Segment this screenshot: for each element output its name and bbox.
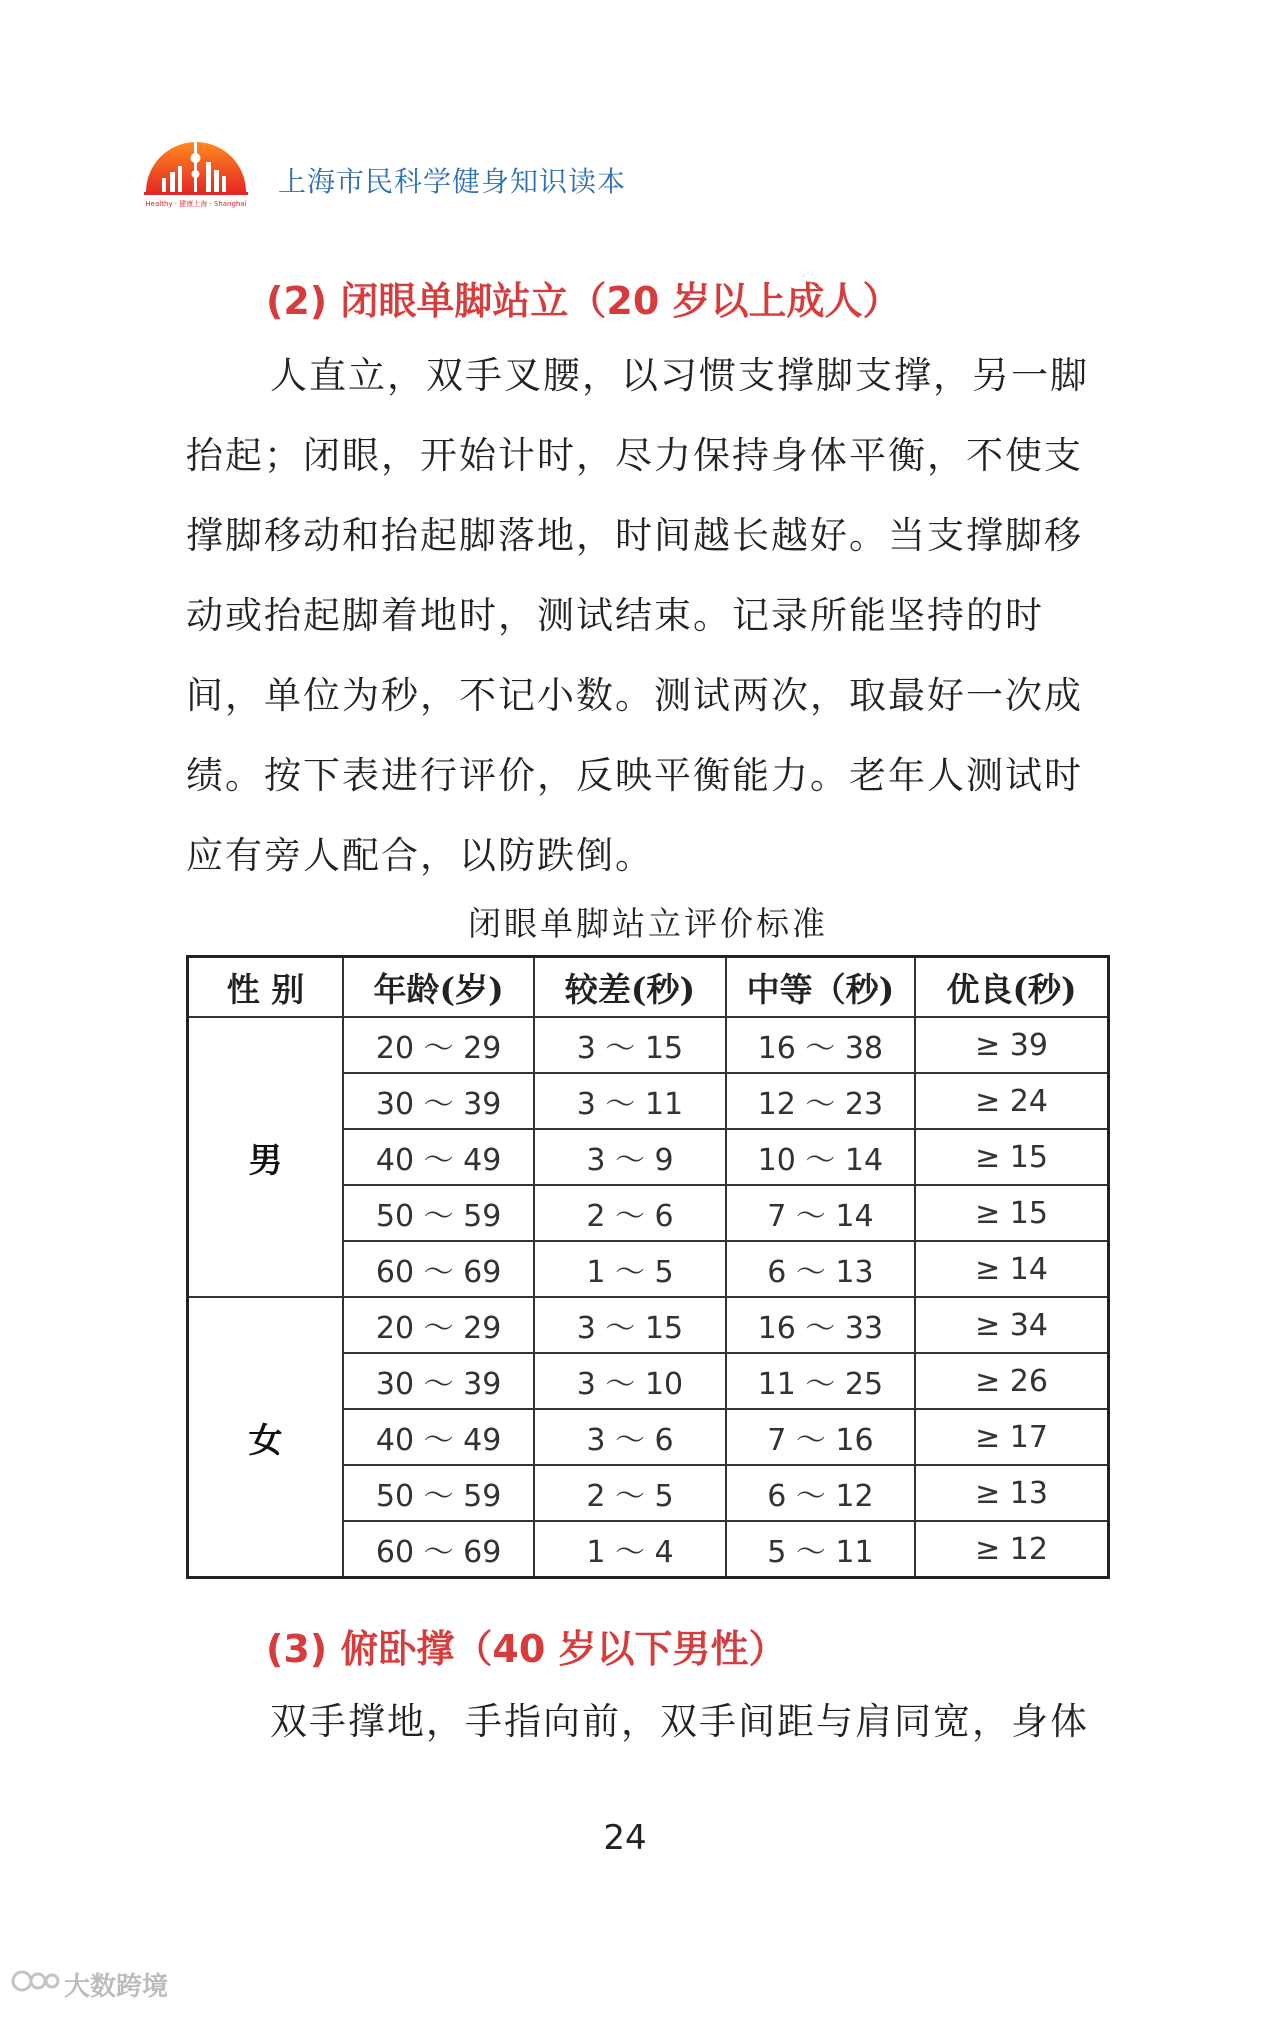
age-cell: 50 ～ 59 — [343, 1465, 534, 1521]
section-2-heading: (2) 闭眼单脚站立（20 岁以上成人） — [266, 279, 901, 323]
healthy-shanghai-logo — [140, 128, 252, 210]
logo-text: Healthy · 健康上海 · Shanghai — [145, 200, 247, 208]
watermark-logo-icon — [10, 1964, 64, 1998]
poor-cell: 3 ～ 6 — [534, 1409, 725, 1465]
book-title: 上海市民科学健身知识读本 — [278, 165, 627, 198]
medium-cell: 7 ～ 16 — [726, 1409, 915, 1465]
age-cell: 60 ～ 69 — [343, 1521, 534, 1578]
good-cell: ≥ 14 — [915, 1241, 1108, 1297]
medium-cell: 11 ～ 25 — [726, 1353, 915, 1409]
book-header — [140, 120, 840, 210]
good-cell: ≥ 12 — [915, 1521, 1108, 1578]
good-cell: ≥ 39 — [915, 1017, 1108, 1073]
table-header-row — [188, 957, 1109, 1018]
good-cell: ≥ 17 — [915, 1409, 1108, 1465]
table-row — [188, 1017, 1109, 1073]
medium-cell: 6 ～ 13 — [726, 1241, 915, 1297]
age-cell: 20 ～ 29 — [343, 1297, 534, 1353]
medium-cell: 12 ～ 23 — [726, 1073, 915, 1129]
good-cell: ≥ 24 — [915, 1073, 1108, 1129]
watermark-text: 大数跨境 — [64, 1972, 169, 2002]
medium-cell: 16 ～ 38 — [726, 1017, 915, 1073]
good-cell: ≥ 15 — [915, 1129, 1108, 1185]
age-cell: 60 ～ 69 — [343, 1241, 534, 1297]
age-cell: 40 ～ 49 — [343, 1129, 534, 1185]
section-3-paragraph: 双手撑地，手指向前，双手间距与肩同宽，身体 — [270, 1700, 1089, 1743]
table-row — [188, 1297, 1109, 1353]
medium-cell: 16 ～ 33 — [726, 1297, 915, 1353]
sex-cell-male: 男 — [188, 1017, 343, 1297]
header-good: 优良(秒) — [915, 957, 1108, 1018]
age-cell: 20 ～ 29 — [343, 1017, 534, 1073]
poor-cell: 1 ～ 5 — [534, 1241, 725, 1297]
good-cell: ≥ 15 — [915, 1185, 1108, 1241]
medium-cell: 6 ～ 12 — [726, 1465, 915, 1521]
poor-cell: 1 ～ 4 — [534, 1521, 725, 1578]
header-poor: 较差(秒) — [534, 957, 725, 1018]
poor-cell: 3 ～ 11 — [534, 1073, 725, 1129]
poor-cell: 2 ～ 5 — [534, 1465, 725, 1521]
good-cell: ≥ 13 — [915, 1465, 1108, 1521]
poor-cell: 3 ～ 9 — [534, 1129, 725, 1185]
poor-cell: 3 ～ 15 — [534, 1297, 725, 1353]
good-cell: ≥ 26 — [915, 1353, 1108, 1409]
header-age: 年龄(岁) — [343, 957, 534, 1018]
sex-cell-female: 女 — [188, 1297, 343, 1578]
header-sex: 性 别 — [188, 957, 343, 1018]
poor-cell: 3 ～ 10 — [534, 1353, 725, 1409]
section-2-paragraph: 人直立，双手叉腰，以习惯支撑脚支撑，另一脚抬起；闭眼，开始计时，尽力保持身体平衡，不使支撑脚移动和抬起脚落地，时间越长越好。当支撑脚移动或抬起脚着地时，测试结束。记录所能坚持的时间，单位为秒，不记小数。测试两次，取最好一次成绩。按下表进行评价，反映平衡能力。老年人测试时应有旁人配合，以防跌倒。 — [186, 354, 1089, 877]
section-3-heading: (3) 俯卧撑（40 岁以下男性） — [266, 1627, 787, 1671]
medium-cell: 5 ～ 11 — [726, 1521, 915, 1578]
balance-standard-table — [186, 955, 1110, 1579]
medium-cell: 10 ～ 14 — [726, 1129, 915, 1185]
watermark — [10, 1962, 210, 2002]
poor-cell: 2 ～ 6 — [534, 1185, 725, 1241]
header-medium: 中等（秒) — [726, 957, 915, 1018]
good-cell: ≥ 34 — [915, 1297, 1108, 1353]
age-cell: 40 ～ 49 — [343, 1409, 534, 1465]
age-cell: 30 ～ 39 — [343, 1073, 534, 1129]
page-number: 24 — [603, 1818, 647, 1858]
table-caption: 闭眼单脚站立评价标准 — [468, 904, 828, 943]
medium-cell: 7 ～ 14 — [726, 1185, 915, 1241]
age-cell: 30 ～ 39 — [343, 1353, 534, 1409]
poor-cell: 3 ～ 15 — [534, 1017, 725, 1073]
age-cell: 50 ～ 59 — [343, 1185, 534, 1241]
